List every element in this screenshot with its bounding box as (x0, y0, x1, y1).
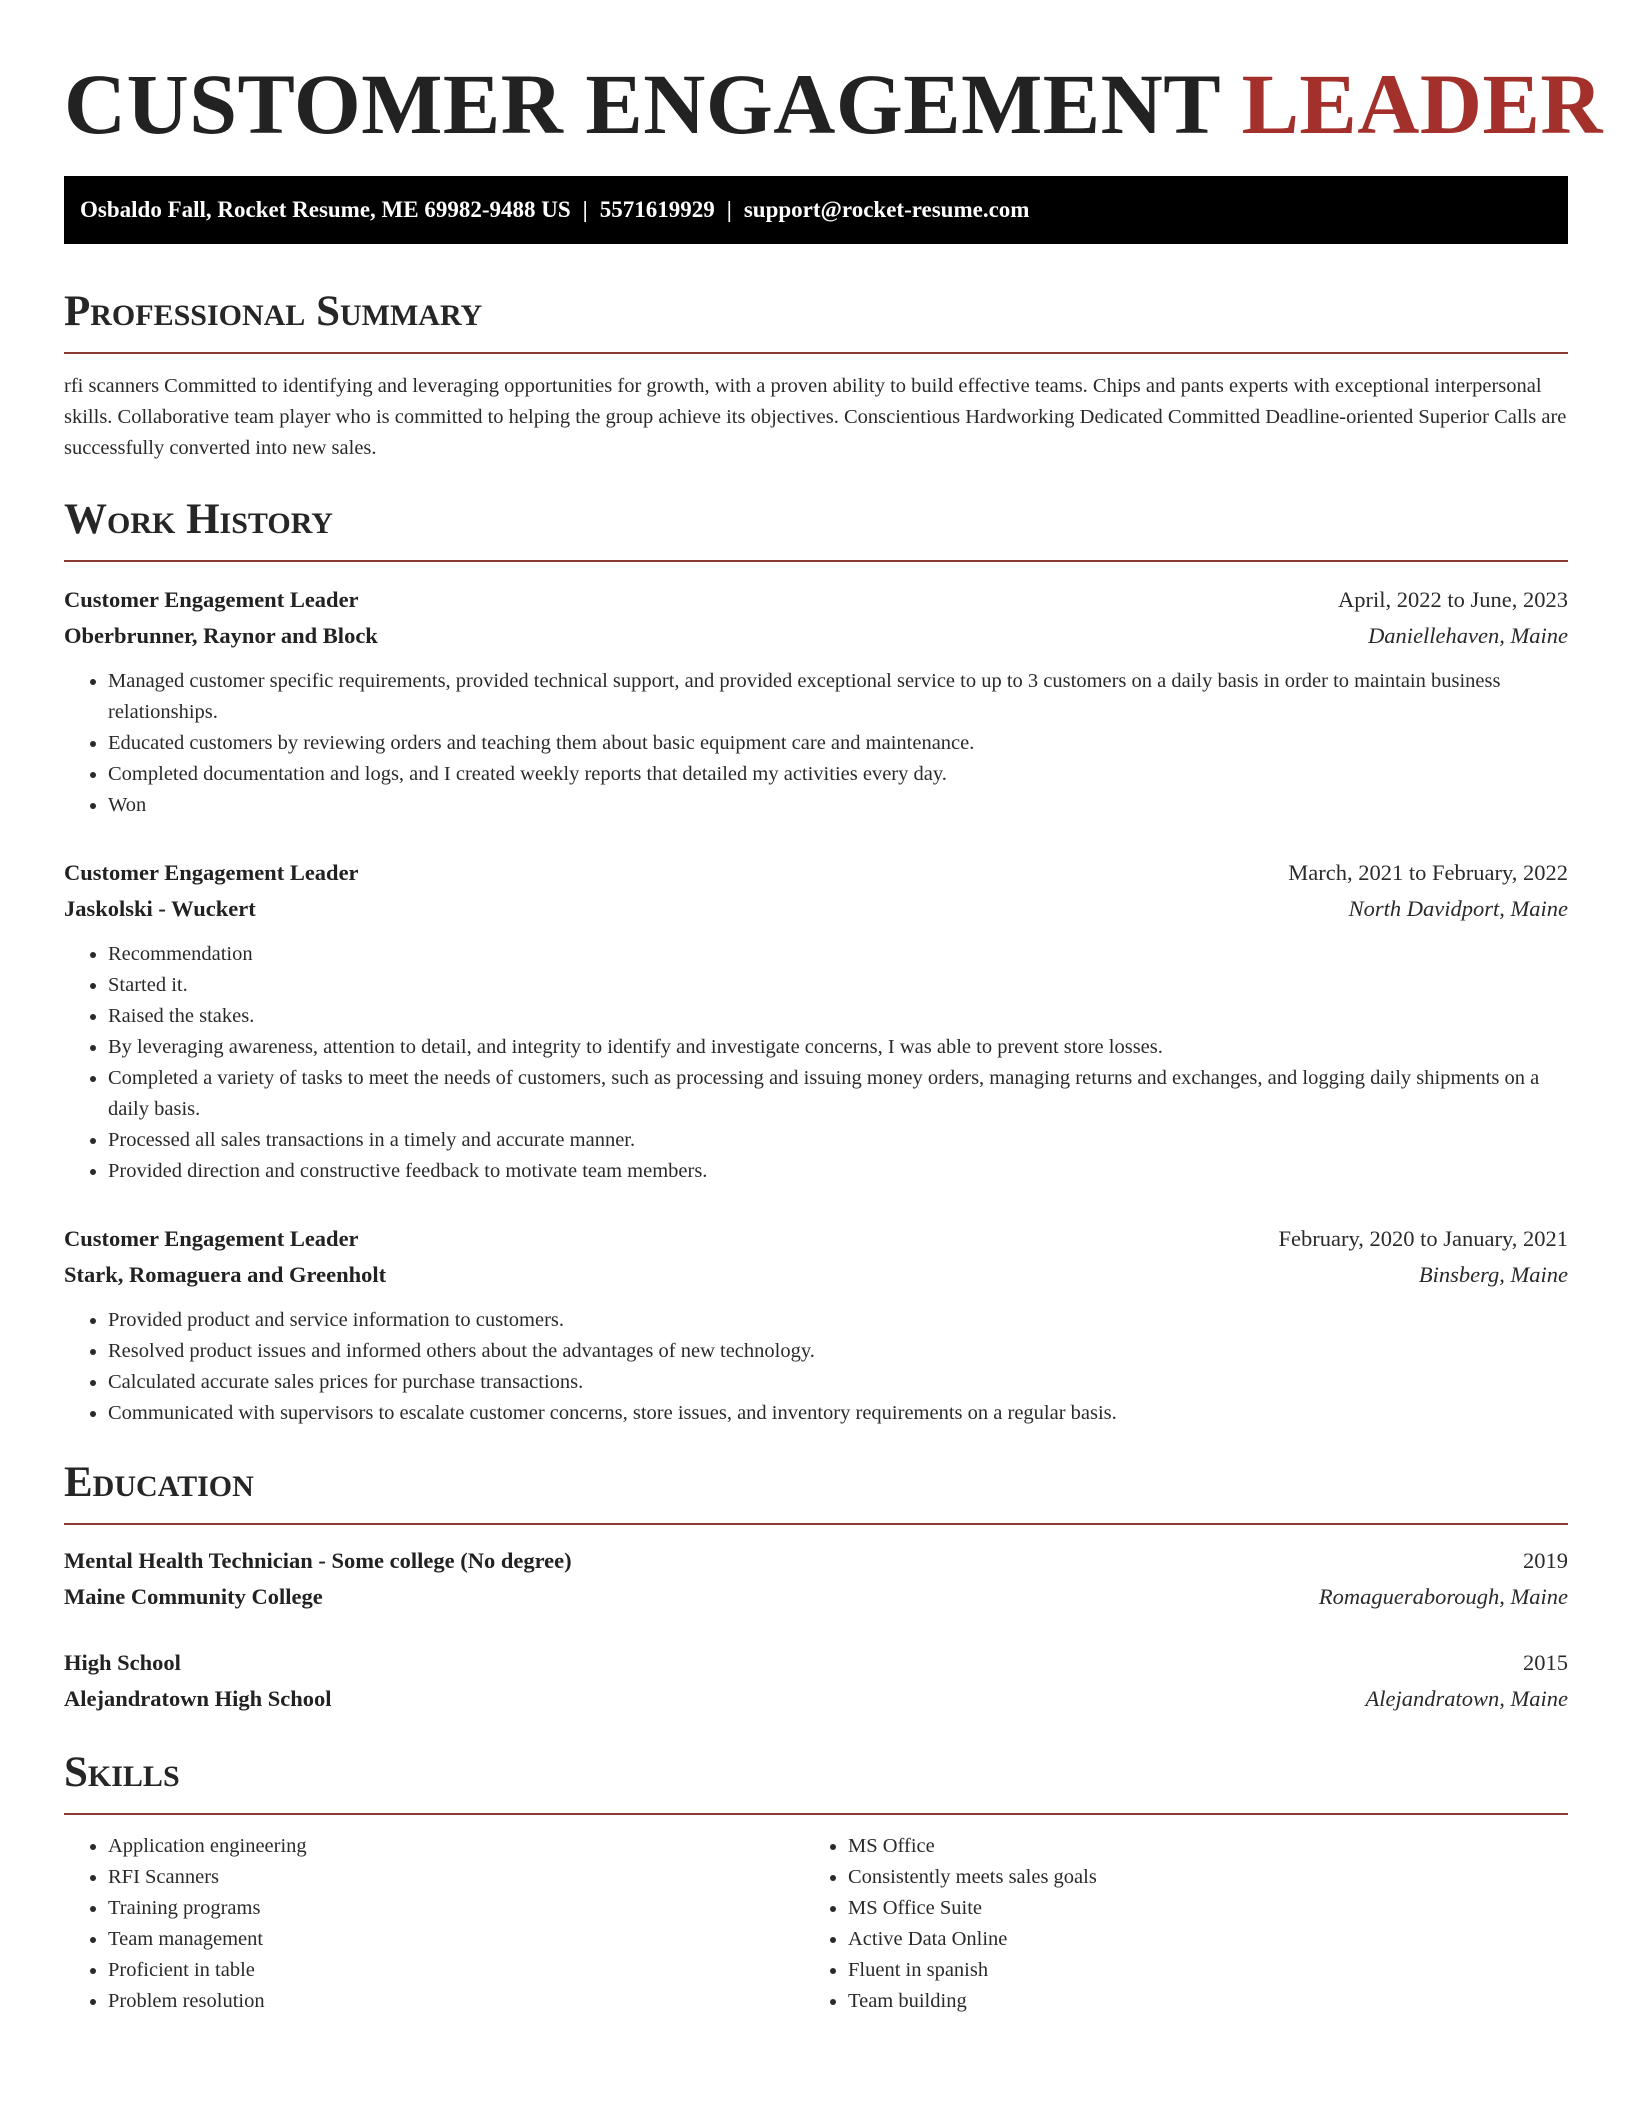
skill-item: • Training programs (108, 1893, 764, 1924)
title-accent: LEADER (1241, 56, 1603, 152)
job-company: Jaskolski - Wuckert (64, 896, 256, 921)
job-bullet: • Calculated accurate sales prices for purchase transactions. (108, 1367, 1568, 1398)
skill-item: • Team building (848, 1986, 1564, 2017)
job-bullet: • Processed all sales transactions in a timely and accurate manner. (108, 1125, 1568, 1156)
job-bullet: • Resolved product issues and informed others about the advantages of new technology. (108, 1336, 1568, 1367)
skill-item: • RFI Scanners (108, 1862, 764, 1893)
contact-email: support@rocket-resume.com (743, 197, 1030, 222)
job-location: Binsberg, Maine (1418, 1262, 1568, 1287)
education-degree: High School (64, 1650, 181, 1675)
skill-item: • Application engineering (108, 1831, 764, 1862)
job-dates: March, 2021 to February, 2022 (1288, 860, 1568, 885)
education-entry (64, 1645, 1568, 1717)
skills-list (64, 1831, 1568, 2017)
job-bullet: • Started it. (108, 970, 1568, 1001)
education-location: Alejandratown, Maine (1365, 1686, 1568, 1711)
job-entry (64, 855, 1568, 1187)
contact-separator: | (582, 197, 588, 222)
job-bullet: • Recommendation (108, 939, 1568, 970)
contact-bar (64, 176, 1568, 244)
job-title: Customer Engagement Leader (64, 860, 359, 885)
contact-address: Osbaldo Fall, Rocket Resume, ME 69982-9488 US (80, 197, 571, 222)
skills-heading: Skills (64, 1749, 180, 1796)
education-degree-row (64, 1645, 1568, 1681)
job-bullet: • Completed a variety of tasks to meet the needs of customers, such as processing and issuing money orders, managing returns and exchanges, and logging daily shipments on a daily basis. (108, 1063, 1568, 1125)
job-header-row (64, 582, 1568, 618)
job-location: Daniellehaven, Maine (1368, 623, 1568, 648)
skill-item: • Problem resolution (108, 1986, 764, 2017)
section-divider (64, 1523, 1568, 1525)
education-school-row (64, 1681, 1568, 1717)
job-company-row (64, 618, 1568, 654)
job-bullet: • Completed documentation and logs, and I created weekly reports that detailed my activities every day. (108, 759, 1568, 790)
job-bullet: • Educated customers by reviewing orders and teaching them about basic equipment care and maintenance. (108, 728, 1568, 759)
work-history-heading: Work History (64, 496, 333, 543)
job-dates: February, 2020 to January, 2021 (1278, 1226, 1568, 1251)
job-title: Customer Engagement Leader (64, 587, 359, 612)
job-company-row (64, 891, 1568, 927)
skill-item: • Proficient in table (108, 1955, 764, 1986)
job-bullet: • Won (108, 790, 1568, 821)
education-school: Maine Community College (64, 1584, 323, 1609)
skill-item: • Consistently meets sales goals (848, 1862, 1564, 1893)
job-bullets (64, 1305, 1568, 1429)
job-header-row (64, 855, 1568, 891)
job-company: Stark, Romaguera and Greenholt (64, 1262, 387, 1287)
education-heading: Education (64, 1459, 254, 1506)
job-entry (64, 1221, 1568, 1429)
job-bullet: • Managed customer specific requirements, provided technical support, and provided exceptional service to up to 3 customers on a daily basis in order to maintain business relationships. (108, 666, 1568, 728)
skill-item: • Active Data Online (848, 1924, 1564, 1955)
skills-column-right (804, 1831, 1564, 2017)
education-year: 2019 (1523, 1548, 1568, 1573)
resume-title (64, 56, 1603, 152)
education-degree-row (64, 1543, 1568, 1579)
job-header-row (64, 1221, 1568, 1257)
job-bullet: • Provided product and service information to customers. (108, 1305, 1568, 1336)
job-bullet: • Communicated with supervisors to escalate customer concerns, store issues, and inventory requirements on a regular basis. (108, 1398, 1568, 1429)
job-title: Customer Engagement Leader (64, 1226, 359, 1251)
summary-text: rfi scanners Committed to identifying and leveraging opportunities for growth, with a proven ability to build effective teams. Chips and pants experts with exceptional interpersonal skills. Collaborative team player who is committed to helping the group achieve its objectives. Conscientious Hardworking Dedicated Committed Deadline-oriented Superior Calls are successfully converted into new sales. (64, 375, 1567, 459)
job-bullets (64, 666, 1568, 821)
job-bullet: • By leveraging awareness, attention to detail, and integrity to identify and investigate concerns, I was able to prevent store losses. (108, 1032, 1568, 1063)
section-divider (64, 560, 1568, 562)
education-school: Alejandratown High School (64, 1686, 332, 1711)
skill-item: • MS Office (848, 1831, 1564, 1862)
contact-separator: | (726, 197, 732, 222)
skill-item: • Fluent in spanish (848, 1955, 1564, 1986)
contact-phone: 5571619929 (599, 197, 715, 222)
skill-item: • Team management (108, 1924, 764, 1955)
job-bullet: • Raised the stakes. (108, 1001, 1568, 1032)
job-location: North Davidport, Maine (1348, 896, 1568, 921)
section-divider (64, 352, 1568, 354)
education-year: 2015 (1523, 1650, 1568, 1675)
education-school-row (64, 1579, 1568, 1615)
summary-heading: Professional Summary (64, 288, 483, 335)
title-main: CUSTOMER ENGAGEMENT (64, 56, 1220, 152)
job-company: Oberbrunner, Raynor and Block (64, 623, 378, 648)
education-entry (64, 1543, 1568, 1615)
section-divider (64, 1813, 1568, 1815)
job-entry (64, 582, 1568, 821)
skills-column-left (64, 1831, 764, 2017)
education-degree: Mental Health Technician - Some college (No degree) (64, 1548, 572, 1573)
skill-item: • MS Office Suite (848, 1893, 1564, 1924)
job-bullet: • Provided direction and constructive feedback to motivate team members. (108, 1156, 1568, 1187)
job-dates: April, 2022 to June, 2023 (1338, 587, 1568, 612)
education-location: Romagueraborough, Maine (1318, 1584, 1568, 1609)
job-bullets (64, 939, 1568, 1187)
job-company-row (64, 1257, 1568, 1293)
